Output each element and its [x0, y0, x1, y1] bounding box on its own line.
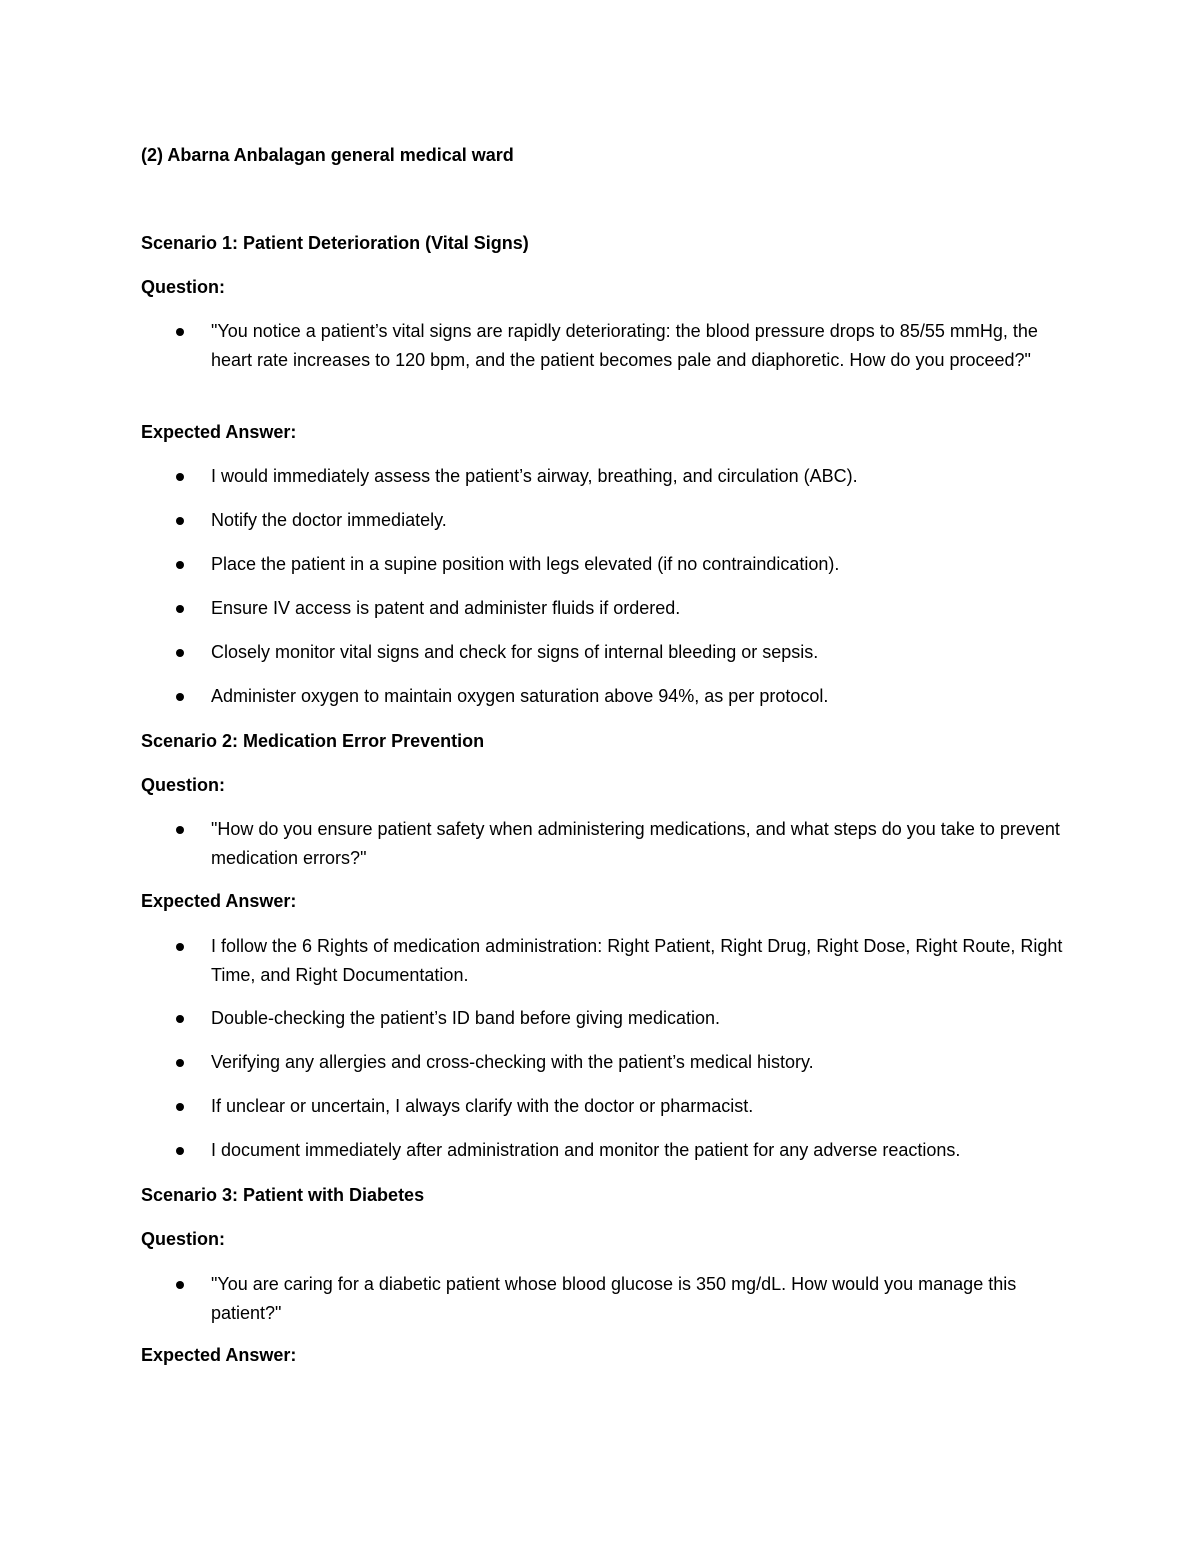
scenario-1-heading: Scenario 1: Patient Deterioration (Vital Signs): [141, 233, 529, 253]
scenario-2-answer-2: Double-checking the patient’s ID band before giving medication.: [211, 1008, 720, 1028]
bullet-icon: [176, 1059, 184, 1067]
scenario-3-answer-label: Expected Answer:: [141, 1345, 297, 1365]
bullet-icon: [176, 1281, 184, 1289]
document-title: (2) Abarna Anbalagan general medical ward: [141, 145, 514, 165]
bullet-icon: [176, 693, 184, 701]
scenario-3-question-text: "You are caring for a diabetic patient whose blood glucose is 350 mg/dL. How would you manage this patient?": [211, 1274, 1017, 1323]
scenario-2-answer-1: I follow the 6 Rights of medication administration: Right Patient, Right Drug, Right Dose, Right Route, Right Time, and Right Documentation.: [211, 936, 1063, 985]
scenario-1-answer-4: Ensure IV access is patent and administer fluids if ordered.: [211, 598, 681, 618]
scenario-2-heading: Scenario 2: Medication Error Prevention: [141, 731, 485, 751]
scenario-1-question-label: Question:: [141, 277, 225, 297]
bullet-icon: [176, 473, 184, 481]
bullet-icon: [176, 1015, 184, 1023]
scenario-2-answer-4: If unclear or uncertain, I always clarify with the doctor or pharmacist.: [211, 1096, 754, 1116]
bullet-icon: [176, 943, 184, 951]
scenario-3-heading: Scenario 3: Patient with Diabetes: [141, 1185, 425, 1205]
bullet-icon: [176, 649, 184, 657]
bullet-icon: [176, 1147, 184, 1155]
scenario-1-answer-1: I would immediately assess the patient’s airway, breathing, and circulation (ABC).: [211, 466, 858, 486]
bullet-icon: [176, 561, 184, 569]
scenario-2-answer-label: Expected Answer:: [141, 891, 297, 911]
scenario-2-answer-3: Verifying any allergies and cross-checking with the patient’s medical history.: [211, 1052, 814, 1072]
bullet-icon: [176, 826, 184, 834]
scenario-1-answer-label: Expected Answer:: [141, 422, 297, 442]
bullet-icon: [176, 517, 184, 525]
scenario-1-answer-3: Place the patient in a supine position with legs elevated (if no contraindication).: [211, 554, 840, 574]
scenario-2-question-label: Question:: [141, 775, 225, 795]
bullet-icon: [176, 1103, 184, 1111]
scenario-1-answer-6: Administer oxygen to maintain oxygen saturation above 94%, as per protocol.: [211, 686, 829, 706]
scenario-3-question-label: Question:: [141, 1229, 225, 1249]
bullet-icon: [176, 328, 184, 336]
scenario-1-question-text: "You notice a patient’s vital signs are rapidly deteriorating: the blood pressure drops to 85/55 mmHg, the heart rate increases to 120 bpm, and the patient becomes pale and diaphoretic. How do you proceed?": [211, 321, 1038, 370]
scenario-1-answer-2: Notify the doctor immediately.: [211, 510, 447, 530]
scenario-2-answer-5: I document immediately after administration and monitor the patient for any adverse reactions.: [211, 1140, 961, 1160]
scenario-1-answer-5: Closely monitor vital signs and check for signs of internal bleeding or sepsis.: [211, 642, 819, 662]
bullet-icon: [176, 605, 184, 613]
scenario-2-question-text: "How do you ensure patient safety when administering medications, and what steps do you take to prevent medication errors?": [211, 819, 1060, 868]
